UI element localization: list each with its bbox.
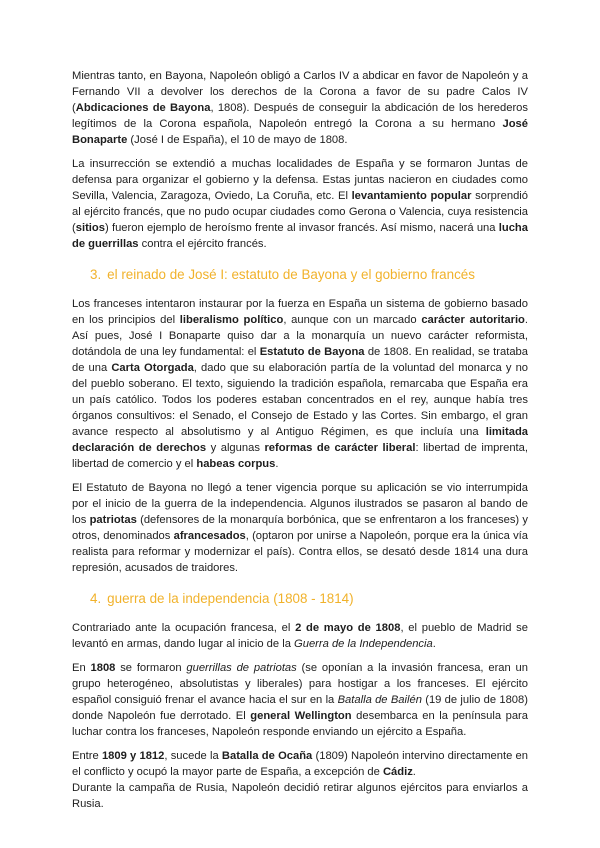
paragraph-estatuto: Los franceses intentaron instaurar por la fuerza en España un sistema de gobierno basado en los principios del liberalismo político, aunque con un marcado carácter autoritario. Así pues, José I Bonaparte quiso dar a la monarquía un nuevo carácter reformista, dotándola de una ley fundamental: el Estatuto de Bayona de 1808. En realidad, se trataba de una Carta Otorgada, dado que su elaboración partía de la voluntad del monarca y no del pueblo soberano. El texto, siguiendo la tradición española, remarcaba que España era un país católico. Todos los poderes estaban concentrados en el rey, aunque había tres órganos consultivos: el Senado, el Consejo de Estado y las Cortes. Sin embargo, el gran avance respecto al absolutismo y al Antiguo Régimen, es que incluía una limitada declaración de derechos y algunas reformas de carácter liberal: libertad de imprenta, libertad de comercio y el habeas corpus.: [72, 298, 529, 470]
paragraph-vigencia: El Estatuto de Bayona no llegó a tener vigencia porque su aplicación se vio interrumpida por el inicio de la guerra de la independencia. Algunos ilustrados se pasaron al bando de los patriotas (defensores de la monarquía borbónica, que se enfrentaron a los franceses) y otros, denominados afrancesados, (optaron por unirse a Napoleón, porque era la única vía realista para reformar y modernizar el país). Contra ellos, se desató desde 1814 una dura represión, acusados de traidores.: [72, 482, 529, 574]
paragraph-abdicaciones: Mientras tanto, en Bayona, Napoleón obligó a Carlos IV a abdicar en favor de Napoleón y a Fernando VII a devolver los derechos de la Corona a favor de su padre Calos IV (Abdicaciones de Bayona, 1808). Después de conseguir la abdicación de los herederos legítimos de la Corona española, Napoleón entregó la Corona a su hermano José Bonaparte (José I de España), el 10 de mayo de 1808.: [72, 70, 528, 146]
document-page: [72, 68, 528, 820]
section-heading-3: 3. el reinado de José I: estatuto de Bayona y el gobierno francés: [90, 267, 475, 282]
paragraph-insurreccion: La insurrección se extendió a muchas localidades de España y se formaron Juntas de defensa para organizar el gobierno y la defensa. Estas juntas nacieron en ciudades como Sevilla, Valencia, Zaragoza, Oviedo, La Coruña, etc. El levantamiento popular sorprendió al ejército francés, que no pudo ocupar ciudades como Gerona o Valencia, cuya resistencia (sitios) fueron ejemplo de heroísmo frente al invasor francés. Así mismo, nacerá una lucha de guerrillas contra el ejército francés.: [72, 158, 528, 250]
section-heading-4: 4. guerra de la independencia (1808 - 1814): [90, 591, 354, 606]
paragraph-dos-de-mayo: Contrariado ante la ocupación francesa, el 2 de mayo de 1808, el pueblo de Madrid se levantó en armas, dando lugar al inicio de la Guerra de la Independencia.: [72, 622, 528, 650]
paragraph-rusia: Durante la campaña de Rusia, Napoleón decidió retirar algunos ejércitos para enviarlos a Rusia.: [72, 782, 528, 810]
paragraph-guerrillas: En 1808 se formaron guerrillas de patriotas (se oponían a la invasión francesa, eran un grupo heterogéneo, absolutistas y liberales) para hostigar a los franceses. El ejército español consiguió frenar el avance hacia el sur en la Batalla de Bailén (19 de julio de 1808) donde Napoleón fue derrotado. El general Wellington desembarca en la península para luchar contra los franceses, Napoleón responde enviando un ejército a España.: [72, 662, 529, 738]
paragraph-ocana: Entre 1809 y 1812, sucede la Batalla de Ocaña (1809) Napoleón intervino directamente en el conflicto y ocupó la mayor parte de España, a excepción de Cádiz.: [72, 750, 528, 778]
